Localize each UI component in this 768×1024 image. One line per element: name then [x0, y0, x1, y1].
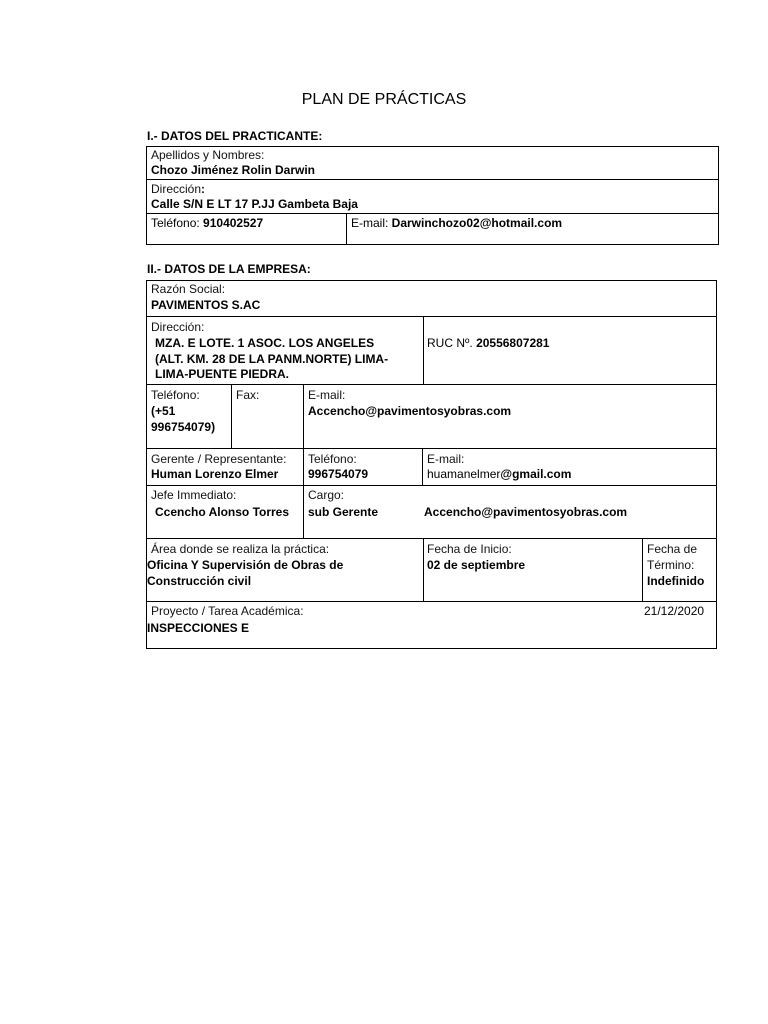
manager-email-label: E-mail: [427, 452, 465, 466]
divider [146, 448, 717, 449]
document-title: PLAN DE PRÁCTICAS [301, 91, 467, 108]
project-value: INSPECCIONES E [147, 621, 250, 635]
manager-email-value [427, 467, 571, 482]
boss-email-value: Accencho@pavimentosyobras.com [424, 505, 628, 519]
email-label: E-mail: [351, 216, 392, 230]
area-value: Construcción civil [147, 574, 252, 588]
divider [146, 538, 717, 539]
name-label: Apellidos y Nombres: [151, 148, 265, 162]
manager-email-domain: @gmail.com [500, 467, 572, 481]
phone-label: Teléfono: [151, 216, 204, 230]
address-label-text: Dirección [151, 182, 202, 196]
divider [231, 384, 232, 448]
divider [146, 601, 717, 602]
company-address-line: LIMA-PUENTE PIEDRA. [155, 367, 290, 381]
address-label [151, 182, 205, 197]
company-phone-value: 996754079) [151, 420, 216, 434]
divider [423, 538, 424, 601]
company-phone-value: (+51 [151, 404, 176, 418]
manager-phone-label: Teléfono: [308, 452, 357, 466]
section-practicante-heading: I.- DATOS DEL PRACTICANTE: [147, 129, 323, 143]
divider [422, 448, 423, 485]
start-date-label: Fecha de Inicio: [427, 542, 512, 556]
ruc-value: 20556807281 [476, 336, 550, 350]
company-email-value: Accencho@pavimentosyobras.com [308, 404, 512, 418]
manager-phone-value: 996754079 [308, 467, 369, 481]
company-address-label: Dirección: [151, 320, 205, 334]
divider [303, 384, 304, 448]
address-value: Calle S/N E LT 17 P.JJ Gambeta Baja [151, 197, 358, 211]
address-label-colon: : [201, 182, 206, 196]
ruc-field [427, 336, 549, 351]
cargo-label: Cargo: [308, 488, 345, 502]
company-address-line: (ALT. KM. 28 DE LA PANM.NORTE) LIMA- [155, 352, 389, 366]
boss-value: Ccencho Alonso Torres [155, 505, 290, 519]
boss-label: Jefe Immediato: [151, 488, 237, 502]
divider [146, 179, 719, 180]
divider [146, 213, 719, 214]
name-value: Chozo Jiménez Rolin Darwin [151, 163, 316, 177]
cargo-value: sub Gerente [308, 505, 379, 519]
section-empresa-heading: II.- DATOS DE LA EMPRESA: [147, 262, 311, 276]
divider [423, 316, 424, 384]
divider [642, 538, 643, 601]
divider [146, 485, 717, 486]
phone-field [151, 216, 263, 231]
razon-label: Razón Social: [151, 282, 226, 296]
razon-value: PAVIMENTOS S.AC [151, 298, 261, 312]
start-date-value: 02 de septiembre [427, 558, 526, 572]
end-date-label: Fecha de [647, 542, 698, 556]
company-address-line: MZA. E LOTE. 1 ASOC. LOS ANGELES [155, 336, 375, 350]
company-email-label: E-mail: [308, 388, 346, 402]
end-date-value: Indefinido [647, 574, 705, 588]
email-field [351, 216, 562, 231]
project-date: 21/12/2020 [644, 604, 705, 618]
divider [346, 213, 347, 245]
manager-label: Gerente / Representante: [151, 452, 287, 466]
manager-value: Human Lorenzo Elmer [151, 467, 279, 481]
divider [146, 316, 717, 317]
email-value: Darwinchozo02@hotmail.com [391, 216, 563, 230]
end-date-label: Término: [647, 558, 695, 572]
area-value: Oficina Y Supervisión de Obras de [147, 558, 344, 572]
manager-email-user: huamanelmer [427, 467, 501, 481]
divider [303, 448, 304, 538]
company-phone-label: Teléfono: [151, 388, 200, 402]
area-label: Área donde se realiza la práctica: [151, 542, 330, 556]
fax-label: Fax: [236, 388, 260, 402]
phone-value: 910402527 [203, 216, 264, 230]
ruc-label: RUC Nº. [427, 336, 477, 350]
project-label: Proyecto / Tarea Académica: [151, 604, 304, 618]
